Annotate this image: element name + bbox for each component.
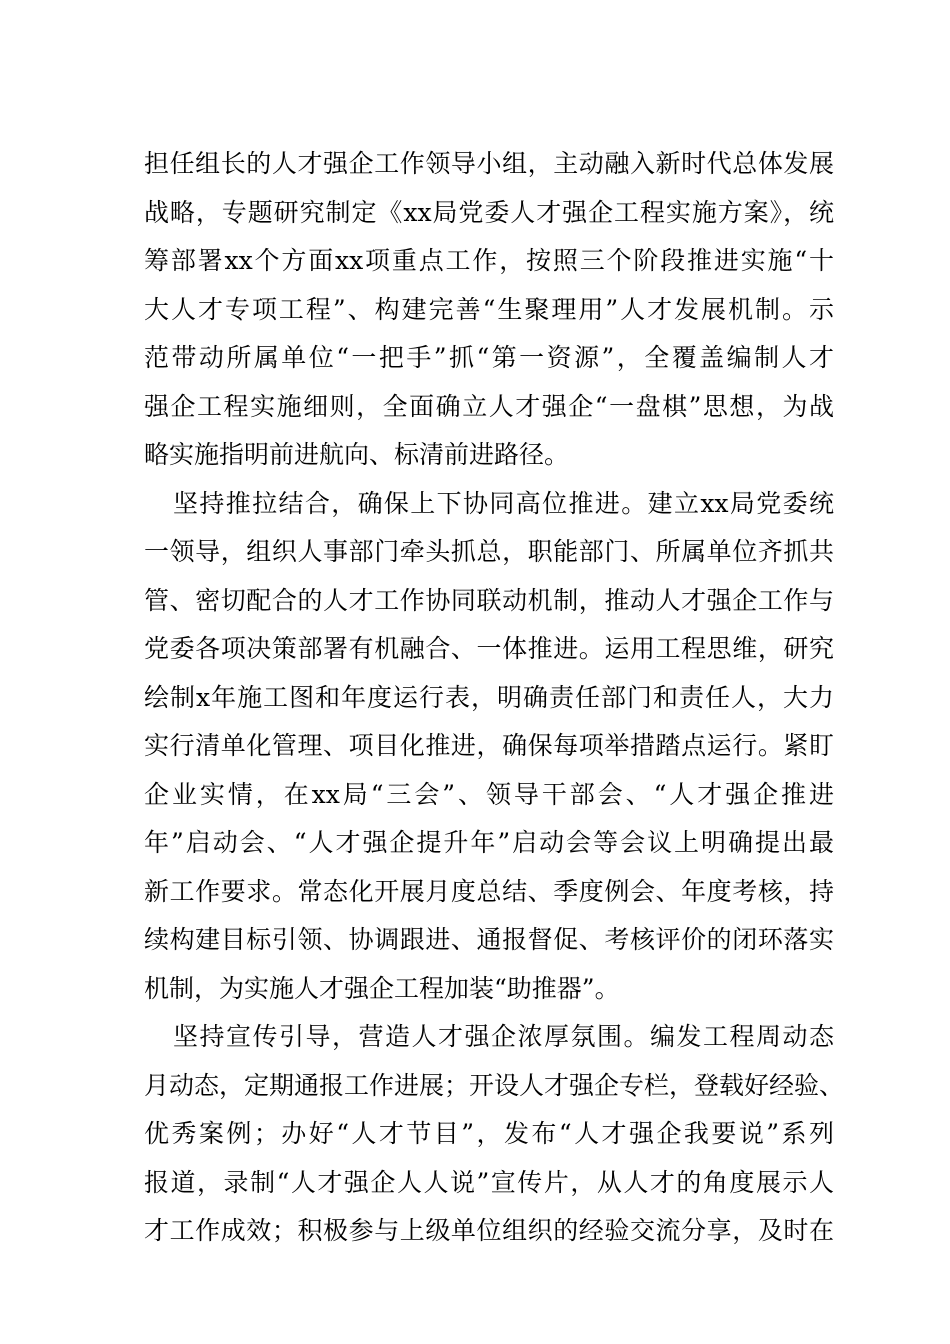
text-line: 强企工程实施细则，全面确立人才强企“一盘棋”思想，为战 <box>144 391 834 421</box>
text-line: 担任组长的人才强企工作领导小组，主动融入新时代总体发展 <box>144 149 834 178</box>
text-line: 年”启动会、“人才强企提升年”启动会等会议上明确提出最 <box>144 828 834 857</box>
document-body <box>144 140 845 1256</box>
text-line: 党委各项决策部署有机融合、一体推进。运用工程思维，研究 <box>144 634 834 663</box>
text-line: 管、密切配合的人才工作协同联动机制，推动人才强企工作与 <box>144 585 834 615</box>
text-line: 续构建目标引领、协调跟进、通报督促、考核评价的闭环落实 <box>144 925 834 954</box>
paragraph-start-line: 坚持推拉结合，确保上下协同高位推进。建立xx局党委统 <box>173 488 834 518</box>
text-line: 筹部署xx个方面xx项重点工作，按照三个阶段推进实施“十 <box>144 246 834 275</box>
paragraph-start-line: 坚持宣传引导，营造人才强企浓厚氛围。编发工程周动态 <box>173 1022 834 1051</box>
text-line: 报道，录制“人才强企人人说”宣传片，从人才的角度展示人 <box>144 1167 834 1197</box>
text-line: 月动态，定期通报工作进展；开设人才强企专栏，登载好经验、 <box>144 1070 845 1100</box>
text-line: 新工作要求。常态化开展月度总结、季度例会、年度考核，持 <box>144 876 834 906</box>
text-line: 大人才专项工程”、构建完善“生聚理用”人才发展机制。示 <box>144 294 834 324</box>
text-line: 略实施指明前进航向、标清前进路径。 <box>144 440 570 469</box>
text-line: 机制，为实施人才强企工程加装“助推器”。 <box>144 973 620 1003</box>
text-line: 企业实情，在xx局“三会”、领导干部会、“人才强企推进 <box>144 779 834 809</box>
text-line: 范带动所属单位“一把手”抓“第一资源”，全覆盖编制人才 <box>144 343 834 372</box>
text-line: 实行清单化管理、项目化推进，确保每项举措踏点运行。紧盯 <box>144 731 834 760</box>
text-line: 一领导，组织人事部门牵头抓总，职能部门、所属单位齐抓共 <box>144 537 834 566</box>
text-line: 绘制x年施工图和年度运行表，明确责任部门和责任人，大力 <box>144 682 834 712</box>
text-line: 优秀案例；办好“人才节目”，发布“人才强企我要说”系列 <box>144 1119 834 1148</box>
text-line: 才工作成效；积极参与上级单位组织的经验交流分享，及时在 <box>144 1216 834 1245</box>
text-line: 战略，专题研究制定《xx局党委人才强企工程实施方案》，统 <box>144 197 834 227</box>
